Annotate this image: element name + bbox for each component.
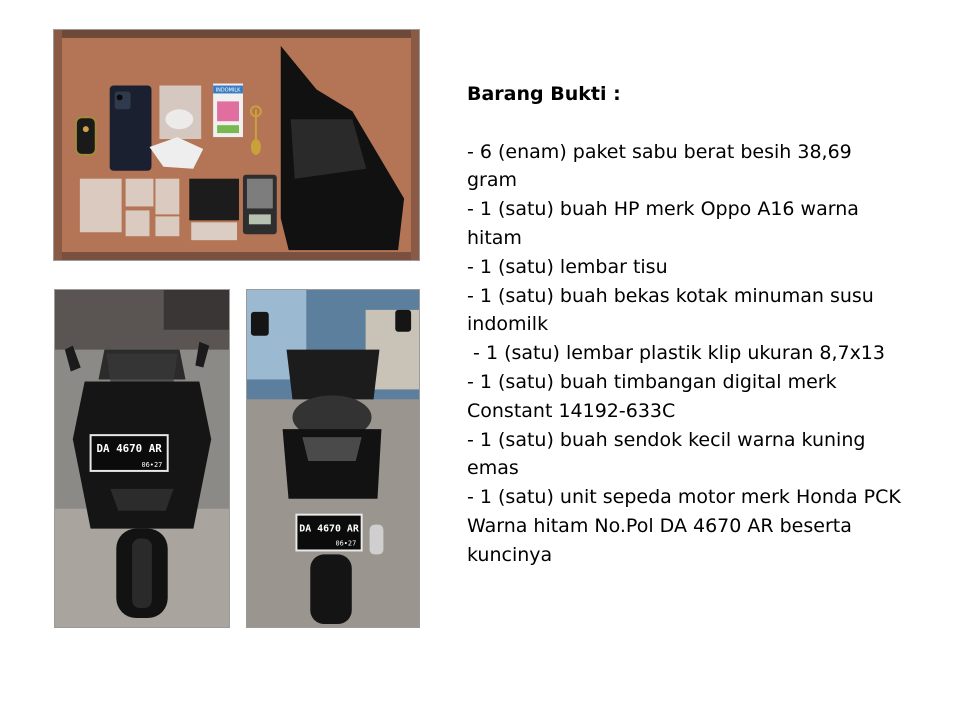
evidence-items-photo [53,29,420,261]
evidence-item: - 1 (satu) buah HP merk Oppo A16 warna hitam [467,198,865,249]
rear-plate-date: 06•27 [335,539,357,548]
evidence-item: - 1 (satu) buah timbangan digital merk Constant 14192-633C [467,370,843,422]
motorcycle-rear-photo [246,289,420,628]
evidence-list-textbox [467,80,907,570]
evidence-item: - 1 (satu) lembar tisu [467,255,668,278]
evidence-item: - 1 (satu) buah sendok kecil warna kuning emas [467,428,872,480]
evidence-heading: Barang Bukti : [467,83,621,105]
front-plate-date: 06•27 [141,460,163,469]
milk-box-label: INDOMILK [215,87,241,94]
blank-line [467,109,907,138]
evidence-item: - 1 (satu) unit sepeda motor merk Honda PCK Warna hitam No.Pol DA 4670 AR beserta kuncinya [467,486,907,566]
front-plate-number: DA 4670 AR [96,442,162,456]
evidence-item: - 1 (satu) lembar plastik klip ukuran 8,7x13 [467,342,885,365]
rear-plate-number: DA 4670 AR [299,523,359,535]
evidence-item: - 1 (satu) buah bekas kotak minuman susu indomilk [467,284,880,336]
evidence-item: - 6 (enam) paket sabu berat besih 38,69 gram [467,140,858,192]
motorcycle-front-photo [54,289,230,628]
